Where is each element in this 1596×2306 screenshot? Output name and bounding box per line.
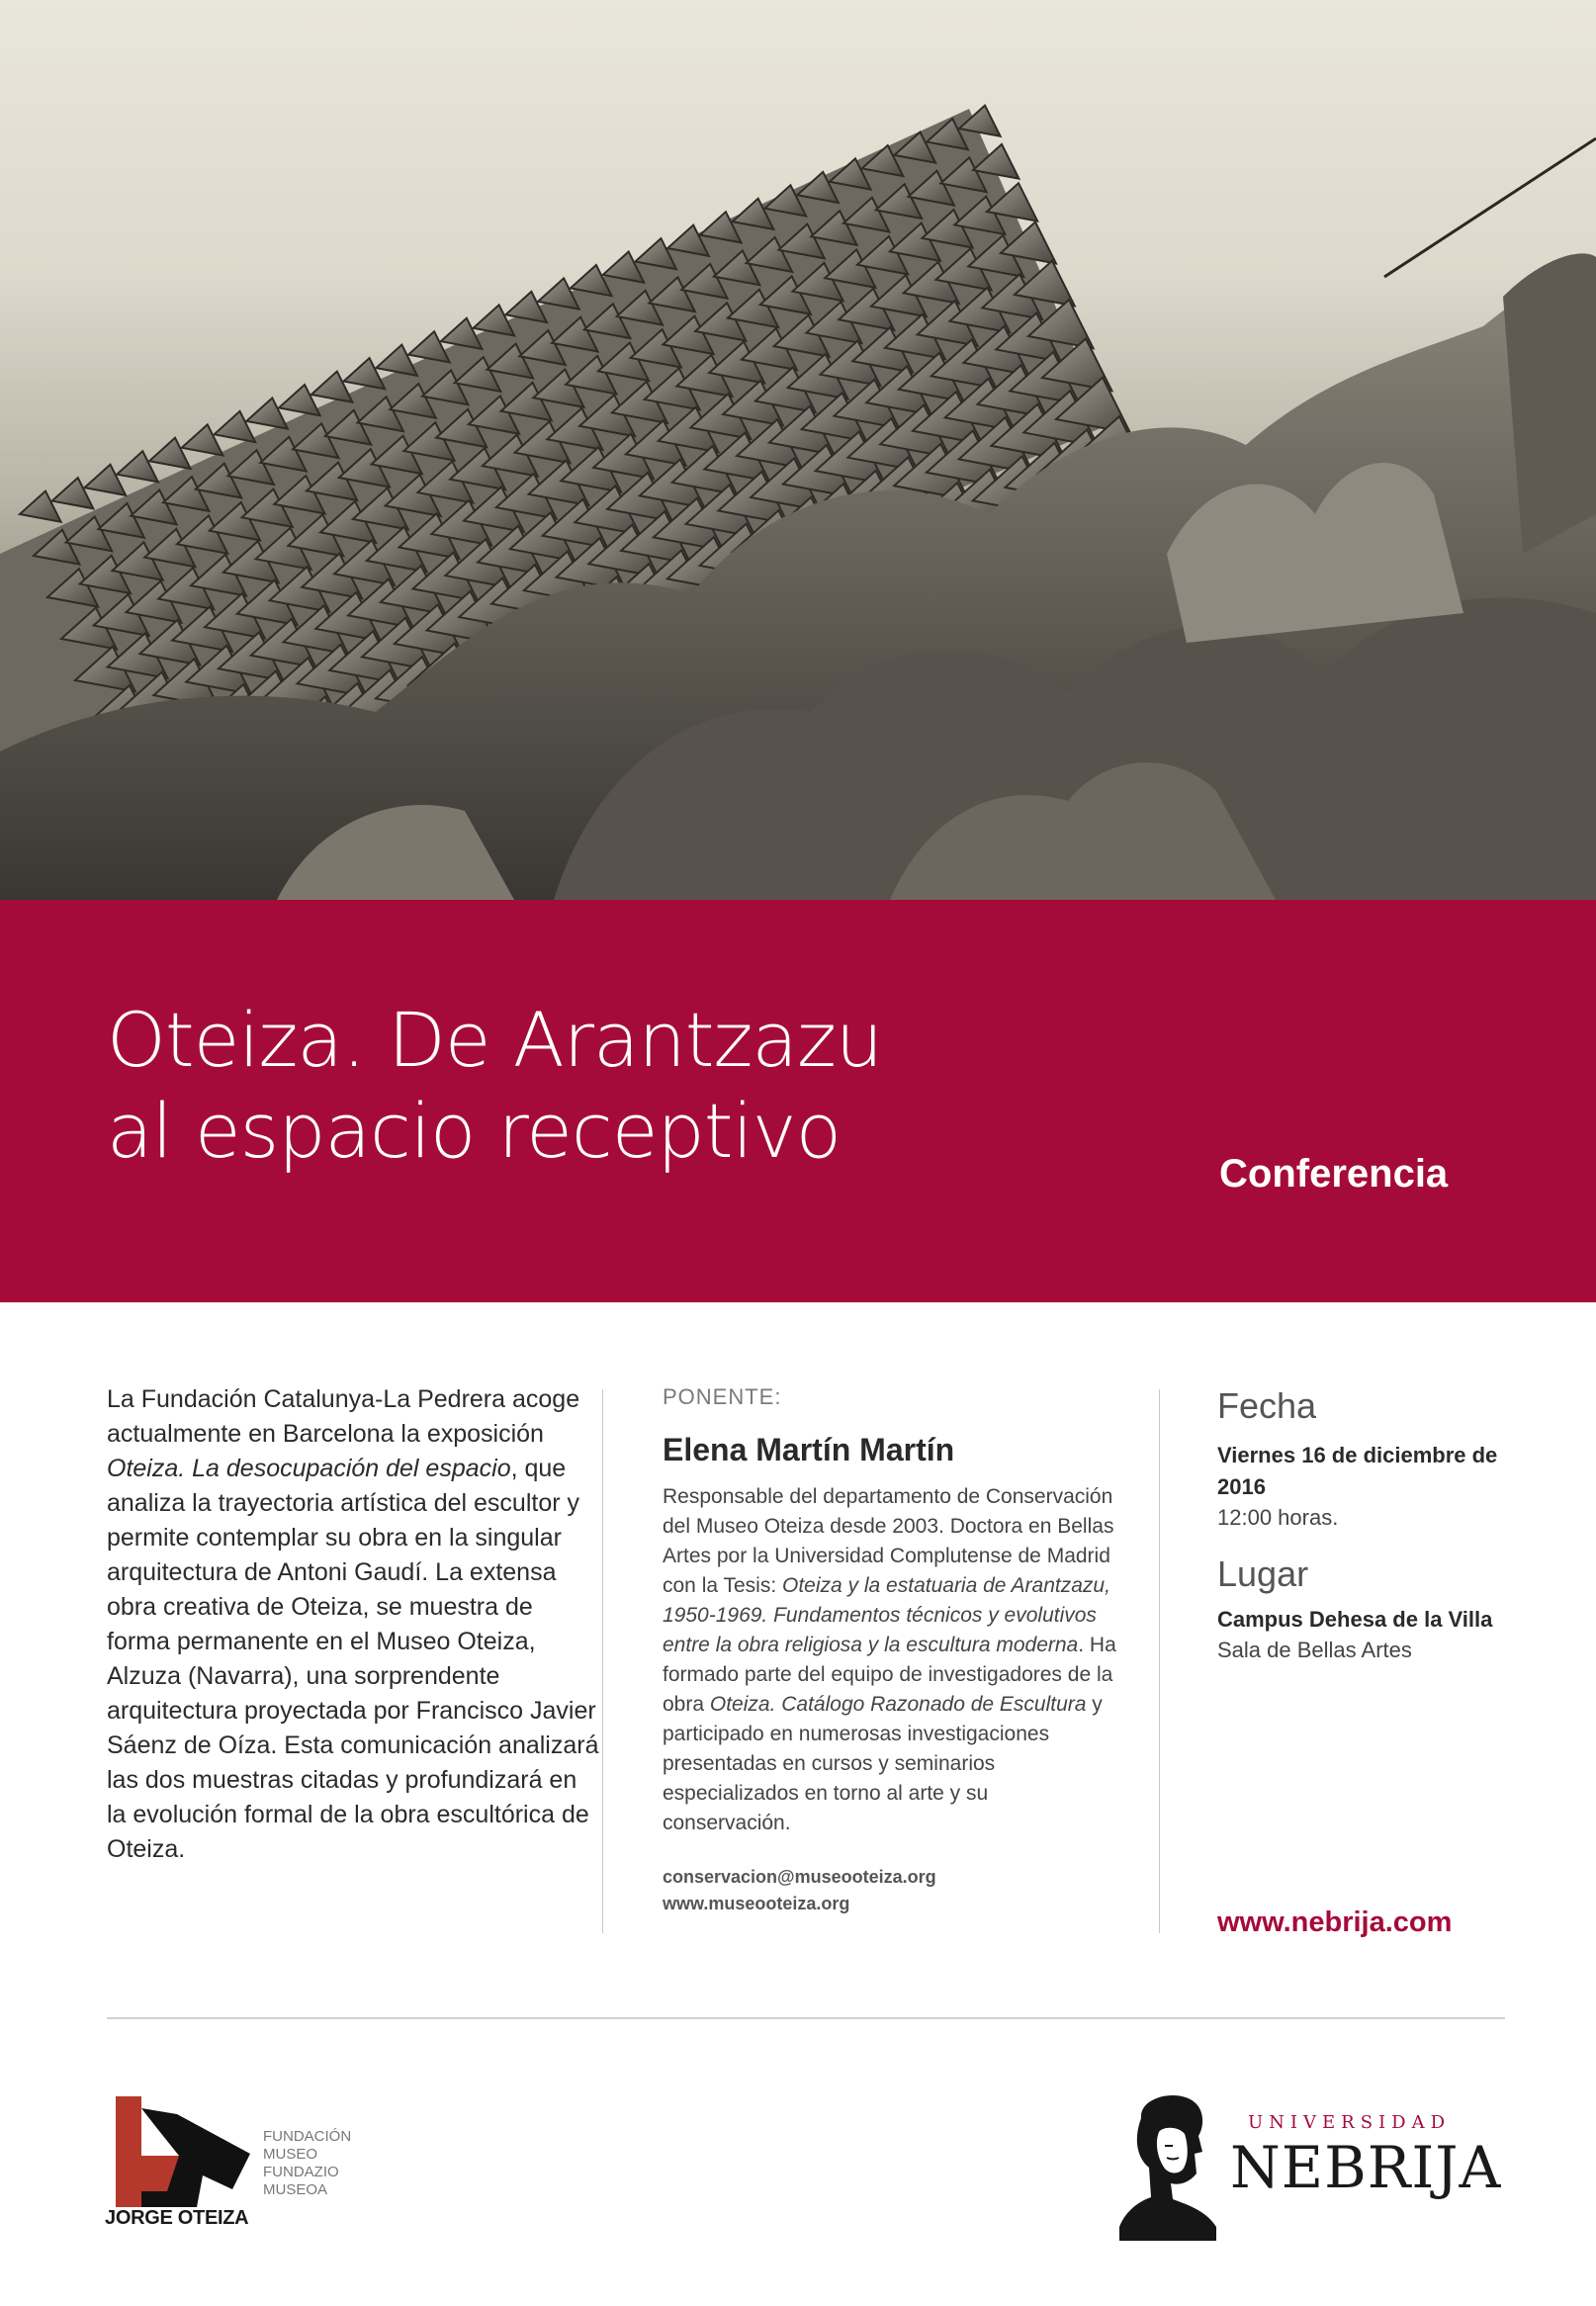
sculpture-block (344, 358, 386, 389)
catalogue-title: Oteiza. Catálogo Razonado de Escultura (709, 1693, 1087, 1716)
title-band (0, 900, 1596, 1302)
speaker-website-link[interactable]: www.museooteiza.org (663, 1894, 850, 1913)
event-type-label: Conferencia (1219, 1152, 1449, 1196)
sculpture-block (182, 424, 223, 455)
nebrija-portrait-icon (1119, 2088, 1218, 2241)
bio-text-3: y participado en numerosas investigaciones presentadas en cursos y seminarios especializados en torno al arte y su conservación. (663, 1693, 1103, 1834)
bio-text-1: Responsable del departamento de Conservación del Museo Oteiza desde 2003. Doctora en Bellas Artes por la Universidad Complutense de Madrid con la Tesis: (663, 1485, 1114, 1597)
speaker-column (663, 1384, 1117, 1917)
nebrija-wordmark: NEBRIJA (1230, 2134, 1502, 2201)
speaker-name: Elena Martín Martín (663, 1432, 955, 1467)
sculpture-block (85, 465, 127, 495)
speaker-email-link[interactable]: conservacion@museooteiza.org (663, 1867, 936, 1887)
event-room: Sala de Bellas Artes (1217, 1638, 1412, 1662)
bio-text-2: . Ha formado parte del equipo de investigadores de la obra (663, 1634, 1116, 1716)
intro-paragraph (107, 1382, 601, 1867)
sculpture-block (52, 478, 94, 508)
museo-oteiza-caption (263, 2128, 351, 2199)
speaker-label: PONENTE: (663, 1384, 782, 1409)
sculpture-block (149, 438, 191, 469)
sculpture-photo (0, 0, 1596, 900)
sculpture-block (215, 411, 256, 442)
sculpture-block (117, 451, 158, 482)
university-label: UNIVERSIDAD (1248, 2112, 1452, 2133)
sculpture-block (20, 491, 61, 522)
column-divider (1159, 1389, 1160, 1933)
date-heading: Fecha (1217, 1385, 1317, 1426)
nebrija-website-link[interactable]: www.nebrija.com (1217, 1907, 1453, 1938)
museo-text: MUSEO (263, 2146, 318, 2163)
event-title-line-2: al espacio receptivo (107, 1087, 842, 1175)
intro-text-1: La Fundación Catalunya-La Pedrera acoge actualmente en Barcelona la exposición (107, 1385, 580, 1448)
event-details-column (1217, 1384, 1544, 1665)
hero-photo (0, 0, 1596, 900)
sculpture-block (474, 305, 515, 335)
speaker-contacts (663, 1864, 1117, 1917)
sculpture-block (311, 372, 353, 402)
sculpture-block (376, 345, 417, 376)
fundazio-text: FUNDAZIO (263, 2164, 339, 2180)
exhibition-title: Oteiza. La desocupación del espacio (107, 1455, 511, 1482)
thesis-title: Oteiza y la estatuaria de Arantzazu, 1950-1969. Fundamentos técnicos y evolutivos entre la obra religiosa y la escultura moderna (663, 1574, 1110, 1656)
intro-text-2: , que analiza la trayectoria artística del escultor y permite contemplar su obra en la singular arquitectura de Antoni Gaudí. La extensa obra creativa de Oteiza, se muestra de forma permanente en el Museo Oteiza, Alzuza (Navarra), una sorprendente arquitectura proyectada por Francisco Javier Sáenz de Oíza. Esta comunicación analizará las dos muestras citadas y profundizará en la evolución formal de la obra escultórica de Oteiza. (107, 1455, 599, 1863)
speaker-bio (663, 1482, 1117, 1838)
museo-oteiza-name: JORGE OTEIZA (105, 2207, 249, 2229)
event-title-line-1: Oteiza. De Arantzazu (107, 996, 883, 1084)
sculpture-block (279, 385, 320, 415)
sculpture-block (441, 318, 483, 349)
sculpture-block (246, 398, 288, 428)
intro-column (107, 1382, 601, 1867)
sculpture-block (408, 331, 450, 362)
place-heading: Lugar (1217, 1553, 1309, 1594)
event-date: Viernes 16 de diciembre de 2016 (1217, 1443, 1498, 1499)
footer-divider (107, 2017, 1505, 2019)
event-title (107, 995, 882, 1177)
museoa-text: MUSEOA (263, 2181, 328, 2198)
event-time: 12:00 horas. (1217, 1505, 1339, 1530)
event-campus: Campus Dehesa de la Villa (1217, 1607, 1493, 1632)
column-divider (602, 1389, 603, 1933)
fundacion-text: FUNDACIÓN (263, 2128, 352, 2145)
